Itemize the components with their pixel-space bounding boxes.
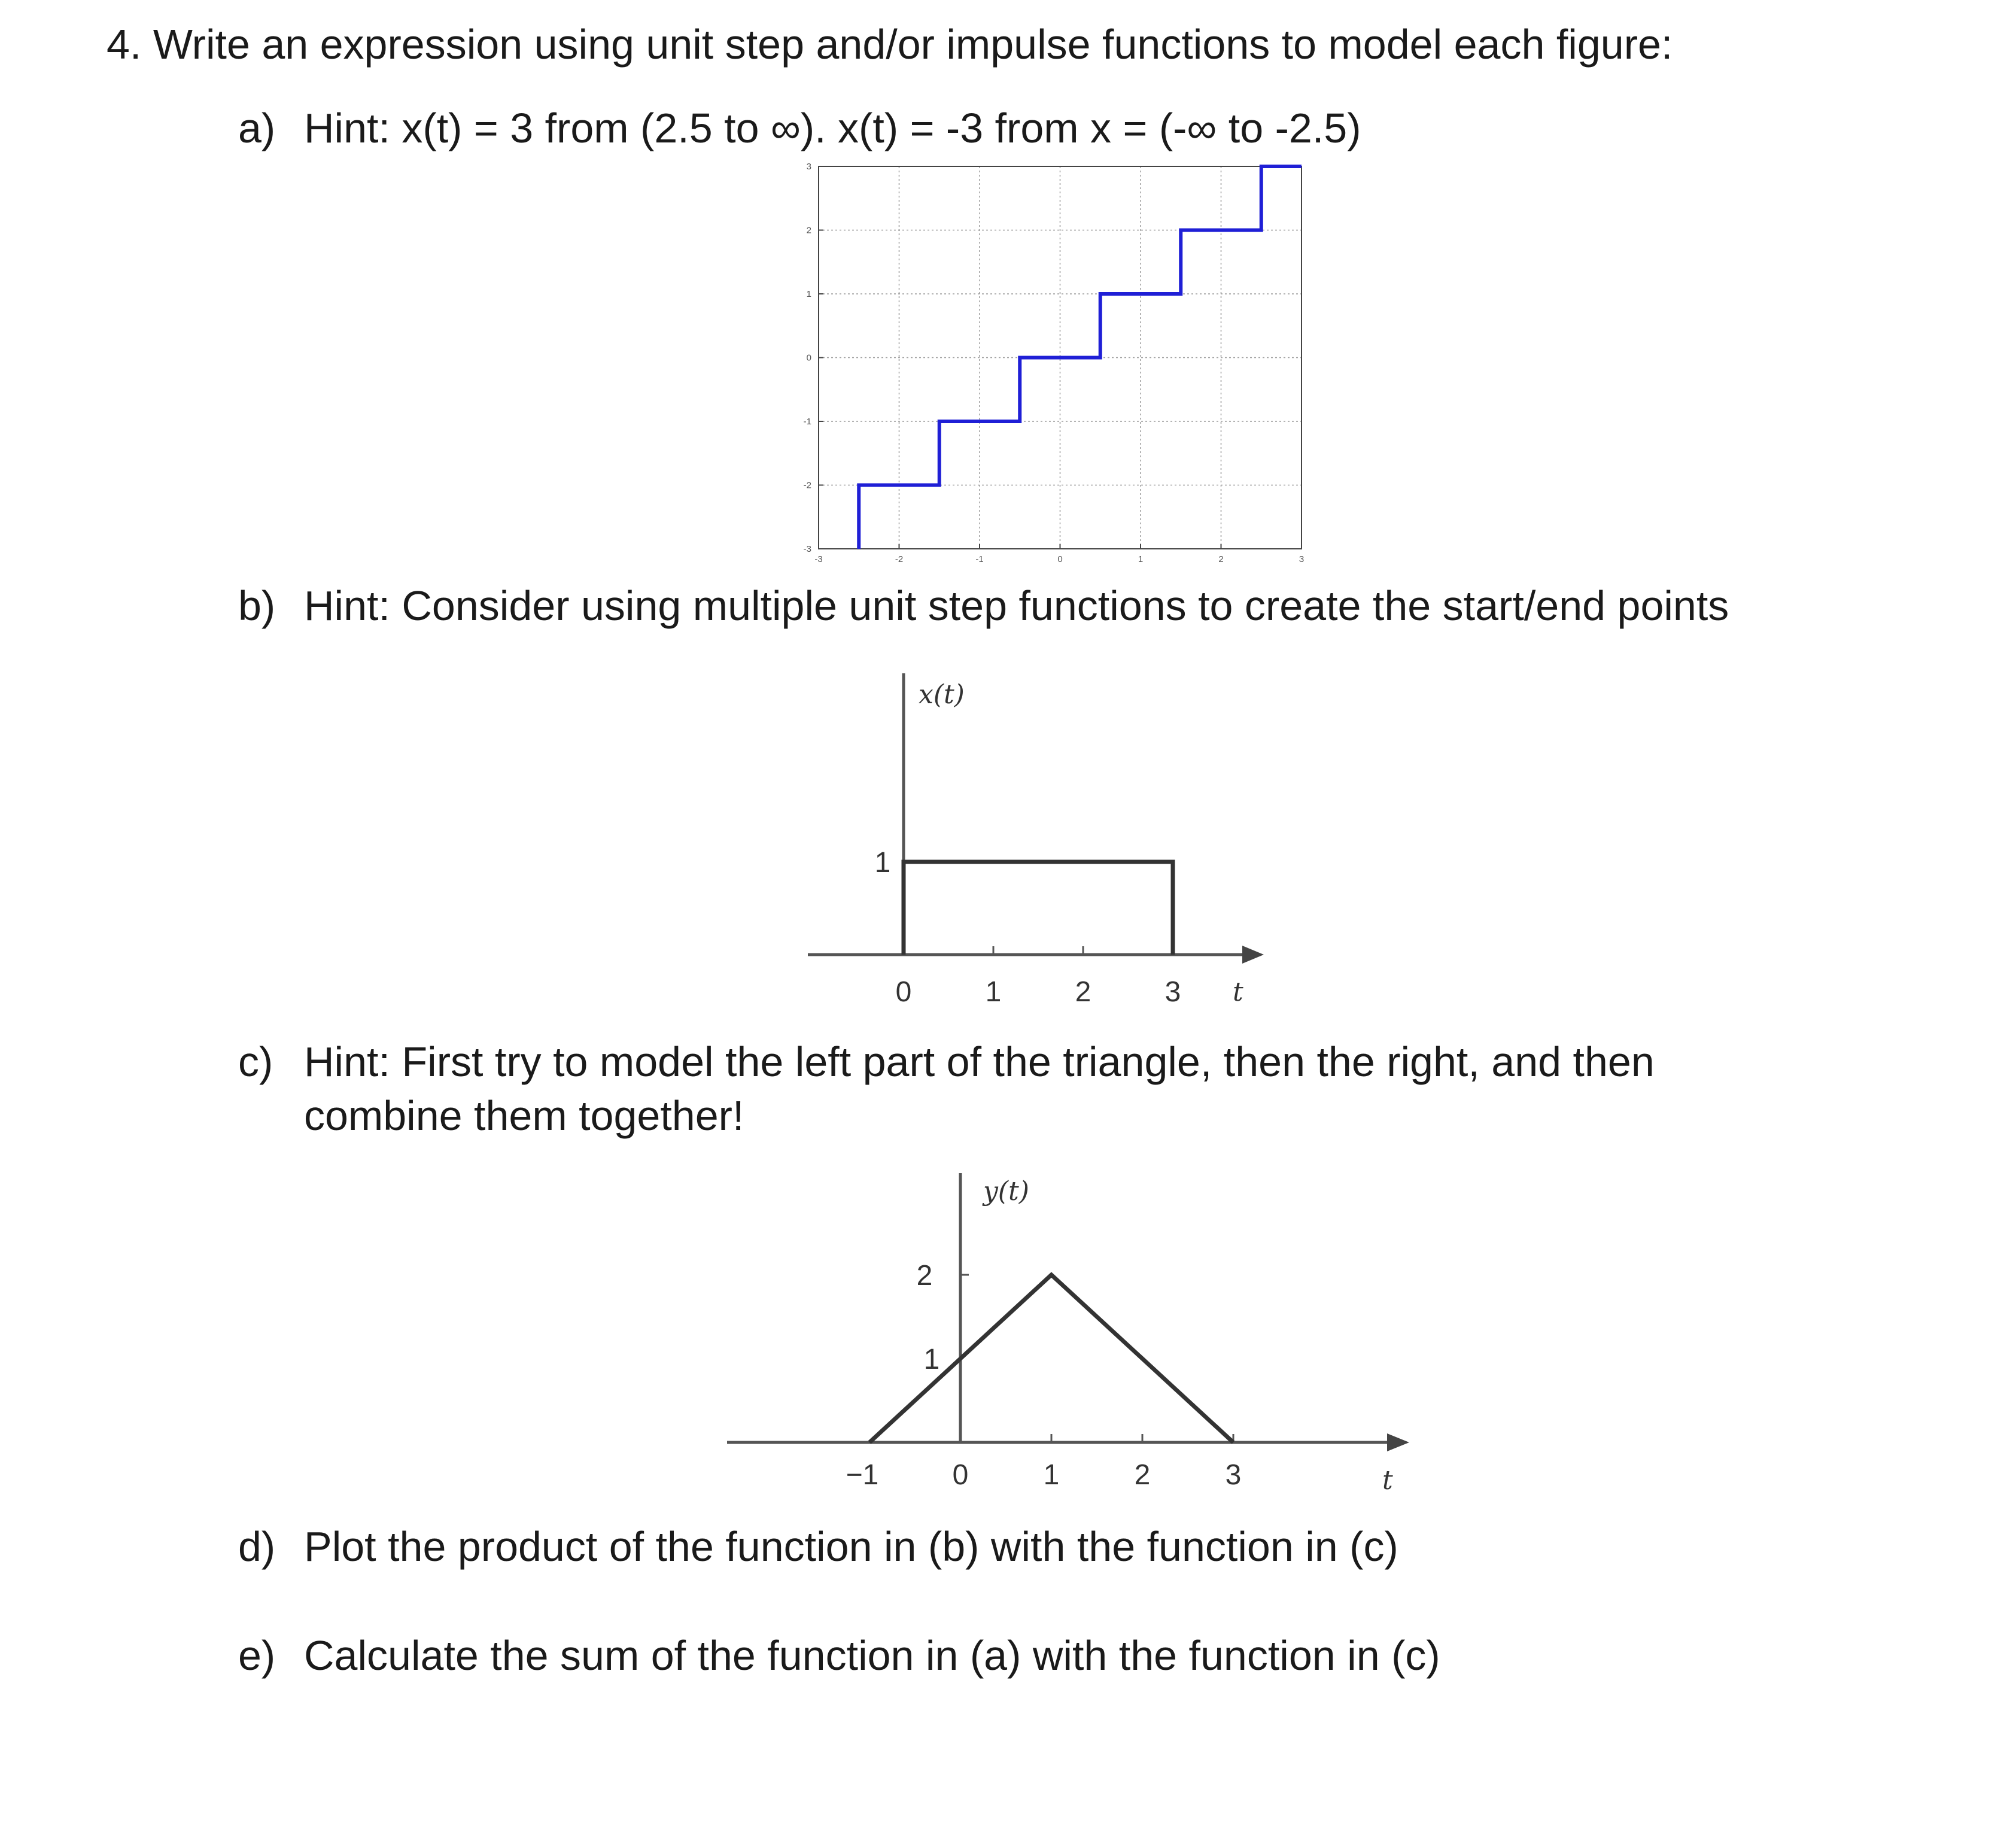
figure-c-y-tick-label: 2 (916, 1260, 933, 1292)
figure-c-triangle-plot (706, 1149, 1424, 1508)
figure-a-step-line (859, 166, 1302, 549)
figure-a-staircase-plot (778, 156, 1346, 575)
figure-b-x-tick-label: 1 (985, 976, 1002, 1008)
part-e-text: Calculate the sum of the function in (a) with the function in (c) (304, 1632, 1440, 1679)
figure-c-x-tick-label: −1 (846, 1459, 879, 1491)
figure-b-x-arrowhead (1242, 946, 1264, 964)
figure-c-y-tick-label: 1 (923, 1344, 940, 1375)
figure-b-pulse-plot (790, 658, 1328, 1017)
figure-a-y-tick-label: 0 (806, 353, 811, 363)
figure-c-x-arrowhead (1387, 1433, 1409, 1451)
part-e-label: e) (238, 1632, 276, 1679)
figure-a-x-tick-label: 1 (1138, 554, 1144, 564)
figure-b-x-label: t (1233, 977, 1243, 1007)
figure-a-x-tick-label: -1 (975, 554, 984, 564)
part-a-label: a) (238, 105, 276, 151)
part-c-hint-continued: combine them together! (304, 1092, 744, 1139)
figure-a-y-tick-label: -2 (803, 480, 811, 491)
figure-a-x-tick-label: 0 (1057, 554, 1063, 564)
figure-c-x-tick-label: 3 (1225, 1459, 1242, 1491)
figure-b-x-tick-label: 2 (1075, 976, 1091, 1008)
figure-c-x-tick-label: 2 (1134, 1459, 1151, 1491)
figure-b-x-tick-label: 3 (1164, 976, 1181, 1008)
figure-b-y-tick-label: 1 (874, 847, 891, 879)
part-b-label: b) (238, 582, 276, 629)
figure-a-y-tick-label: -3 (803, 544, 811, 554)
figure-c-x-label: t (1382, 1465, 1393, 1496)
figure-a-y-tick-label: 1 (806, 289, 811, 299)
figure-b-x-tick-label: 0 (895, 976, 912, 1008)
figure-b-ticks (875, 847, 1181, 1008)
figure-a-x-tick-label: -3 (814, 554, 823, 564)
part-c-label: c) (238, 1038, 273, 1085)
part-c-hint: Hint: First try to model the left part of the triangle, then the right, and then (304, 1038, 1655, 1085)
part-d-label: d) (238, 1523, 276, 1570)
figure-a-y-tick-label: 3 (806, 162, 811, 172)
question-title: 4. Write an expression using unit step and/or impulse functions to model each figure: (107, 21, 1673, 68)
figure-a-x-tick-label: 3 (1299, 554, 1305, 564)
figure-c-ticks (846, 1260, 1242, 1491)
figure-c-y-label: y(t) (983, 1176, 1029, 1207)
figure-a-y-tick-label: 2 (806, 225, 811, 236)
figure-b-y-label: x(t) (919, 679, 965, 710)
figure-b-pulse-line (904, 862, 1173, 955)
figure-c-x-tick-label: 0 (952, 1459, 969, 1491)
part-d-text: Plot the product of the function in (b) with the function in (c) (304, 1523, 1398, 1570)
part-a-hint: Hint: x(t) = 3 from (2.5 to ∞). x(t) = -3 from x = (-∞ to -2.5) (304, 105, 1361, 151)
part-b-hint: Hint: Consider using multiple unit step functions to create the start/end points (304, 582, 1729, 629)
figure-a-y-tick-label: -1 (803, 417, 811, 427)
figure-a-x-tick-label: -2 (895, 554, 904, 564)
figure-a-ticks (804, 162, 1305, 564)
figure-c-x-tick-label: 1 (1043, 1459, 1060, 1491)
figure-a-x-tick-label: 2 (1218, 554, 1224, 564)
